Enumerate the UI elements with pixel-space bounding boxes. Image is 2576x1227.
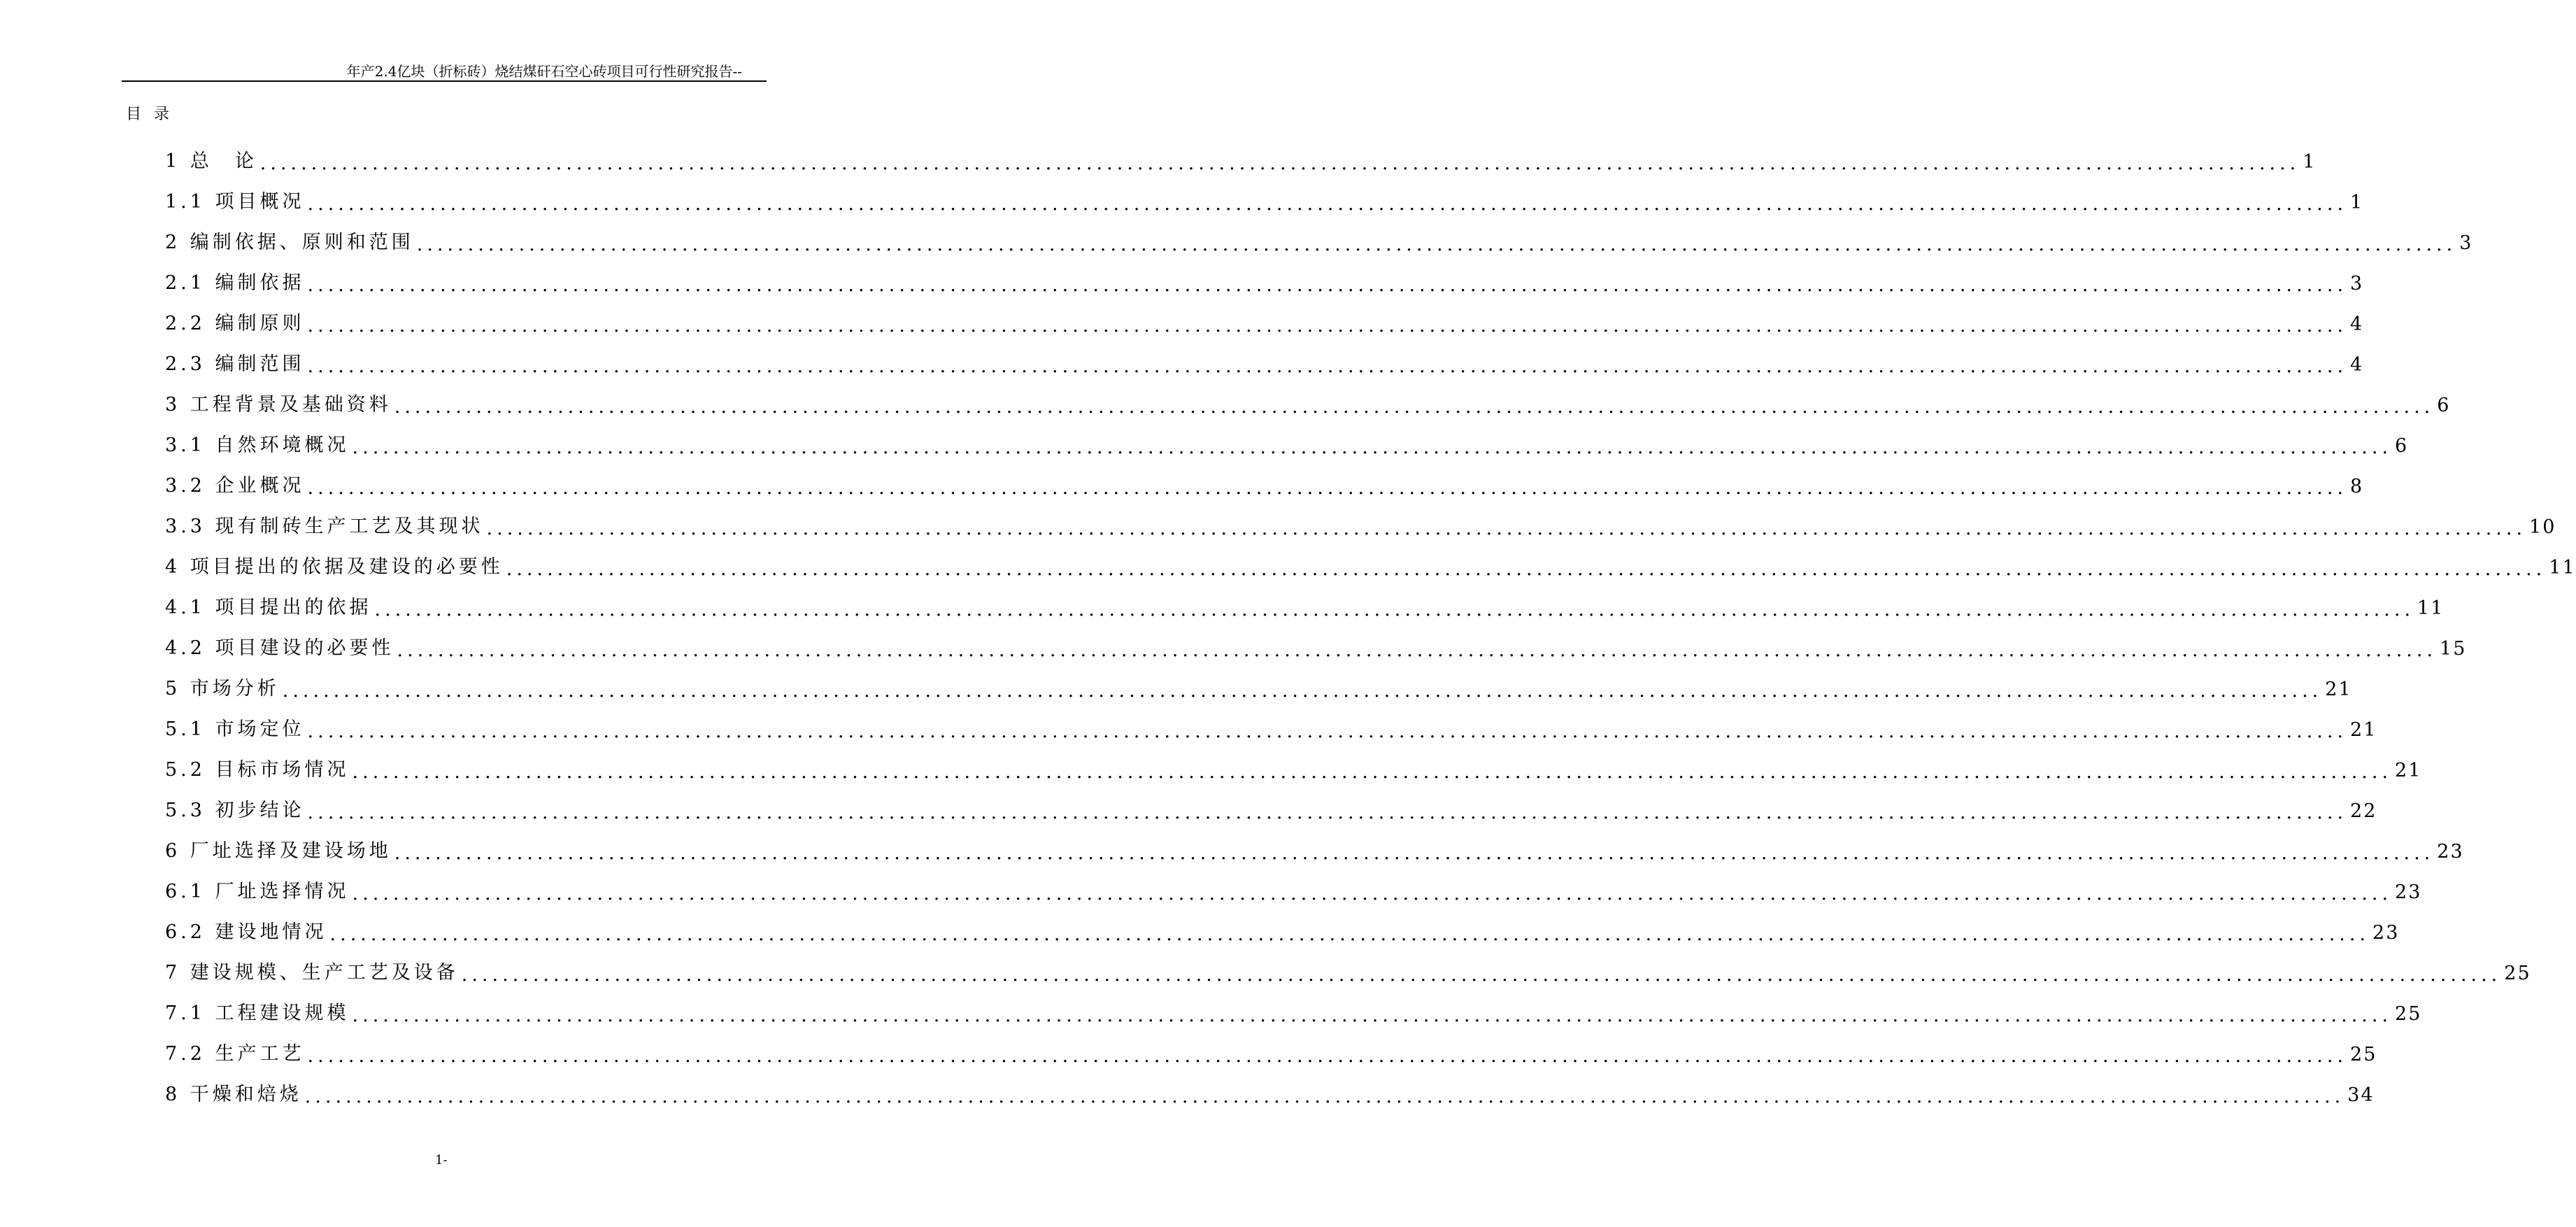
toc-entry[interactable] xyxy=(165,376,2451,418)
dot-leader: ........................................................................................................................................................................................................ xyxy=(307,477,2348,499)
toc-entry-title: 3.1 自然环境概况 xyxy=(165,434,350,456)
toc-entry-title: 7.2 生产工艺 xyxy=(165,1043,305,1065)
toc-entry-title: 5.3 初步结论 xyxy=(165,800,305,821)
toc-entry[interactable] xyxy=(165,822,2464,864)
toc-entry-page: 25 xyxy=(2395,1003,2422,1025)
toc-entry[interactable] xyxy=(165,903,2400,945)
toc-entry-title: 1 总 论 xyxy=(165,150,257,172)
toc-entry[interactable] xyxy=(165,1065,2375,1107)
toc-entry[interactable] xyxy=(165,1025,2377,1067)
toc-entry-page: 21 xyxy=(2395,760,2422,781)
toc-entry[interactable] xyxy=(165,619,2467,661)
dot-leader: ........................................................................................................................................................................................................ xyxy=(259,153,2300,174)
toc-entry[interactable] xyxy=(165,416,2409,458)
dot-leader: ........................................................................................................................................................................................................ xyxy=(352,883,2393,905)
dot-leader: ........................................................................................................................................................................................................ xyxy=(307,315,2348,336)
dot-leader: ........................................................................................................................................................................................................ xyxy=(352,437,2393,458)
toc-entry-page: 1 xyxy=(2303,151,2317,173)
toc-entry-page: 4 xyxy=(2350,354,2364,376)
toc-entry-page: 11 xyxy=(2417,597,2445,619)
toc-entry-page: 1 xyxy=(2350,192,2364,213)
toc-entry-page: 4 xyxy=(2350,313,2364,335)
toc-entry[interactable] xyxy=(165,335,2364,377)
toc-entry[interactable] xyxy=(165,295,2364,336)
dot-leader: ........................................................................................................................................................................................................ xyxy=(307,721,2348,742)
toc-entry[interactable] xyxy=(165,254,2364,296)
toc-entry-page: 22 xyxy=(2350,800,2377,822)
toc-entry-page: 8 xyxy=(2350,476,2364,497)
toc-entry[interactable] xyxy=(165,457,2364,499)
toc-entry-title: 4.2 项目建设的必要性 xyxy=(165,637,394,659)
toc-entry-title: 7 建设规模、生产工艺及设备 xyxy=(165,962,459,984)
toc-entry-page: 6 xyxy=(2395,435,2409,457)
toc-entry-title: 6.1 厂址选择情况 xyxy=(165,881,350,902)
toc-entry-title: 2.2 编制原则 xyxy=(165,313,305,334)
dot-leader: ........................................................................................................................................................................................................ xyxy=(307,355,2348,377)
dot-leader: ........................................................................................................................................................................................................ xyxy=(397,639,2438,661)
dot-leader: ........................................................................................................................................................................................................ xyxy=(374,599,2415,620)
header-rule xyxy=(122,80,767,82)
toc-entry-title: 5 市场分析 xyxy=(165,678,280,700)
dot-leader: ........................................................................................................................................................................................................ xyxy=(307,802,2348,823)
toc-entry-title: 2 编制依据、原则和范围 xyxy=(165,232,414,253)
dot-leader: ........................................................................................................................................................................................................ xyxy=(307,1045,2348,1067)
toc-entry-title: 3 工程背景及基础资料 xyxy=(165,394,392,416)
toc-entry-title: 8 干燥和焙烧 xyxy=(165,1084,302,1105)
toc-entry-title: 4 项目提出的依据及建设的必要性 xyxy=(165,556,504,578)
toc-entry[interactable] xyxy=(165,741,2422,783)
toc-entry[interactable] xyxy=(165,538,2576,580)
toc-entry-title: 7.1 工程建设规模 xyxy=(165,1002,350,1024)
dot-leader: ........................................................................................................................................................................................................ xyxy=(352,1005,2393,1026)
toc-entry[interactable] xyxy=(165,700,2377,742)
toc-entry-page: 21 xyxy=(2350,719,2377,741)
toc-entry[interactable] xyxy=(165,132,2317,174)
toc-entry-page: 23 xyxy=(2372,922,2400,944)
toc-entry-page: 11 xyxy=(2549,557,2576,579)
dot-leader: ........................................................................................................................................................................................................ xyxy=(486,518,2527,539)
toc-entry[interactable] xyxy=(165,497,2556,539)
toc-entry[interactable] xyxy=(165,944,2531,986)
toc-entry[interactable] xyxy=(165,579,2445,620)
dot-leader: ........................................................................................................................................................................................................ xyxy=(352,761,2393,783)
toc-entry-page: 3 xyxy=(2350,273,2364,295)
dot-leader: ........................................................................................................................................................................................................ xyxy=(307,274,2348,296)
toc-entry-page: 15 xyxy=(2440,638,2467,660)
toc-entry-title: 1.1 项目概况 xyxy=(165,191,305,213)
dot-leader: ........................................................................................................................................................................................................ xyxy=(282,680,2323,702)
toc-entry-title: 3.2 企业概况 xyxy=(165,475,305,497)
toc-entry[interactable] xyxy=(165,173,2364,215)
toc-entry[interactable] xyxy=(165,863,2422,905)
dot-leader: ........................................................................................................................................................................................................ xyxy=(329,923,2370,945)
toc-entry-page: 6 xyxy=(2437,395,2451,416)
dot-leader: ........................................................................................................................................................................................................ xyxy=(307,193,2348,215)
toc-entry-title: 3.3 现有制砖生产工艺及其现状 xyxy=(165,516,484,537)
toc-entry[interactable] xyxy=(165,984,2422,1026)
running-header: 年产2.4亿块（折标砖）烧结煤矸石空心砖项目可行性研究报告-- xyxy=(346,63,742,80)
dot-leader: ........................................................................................................................................................................................................ xyxy=(394,396,2435,418)
page-number: 1- xyxy=(435,1153,448,1168)
toc-entry-title: 4.1 项目提出的依据 xyxy=(165,597,372,618)
toc-entry-page: 10 xyxy=(2529,516,2556,538)
toc-entry-page: 3 xyxy=(2459,232,2473,254)
toc-entry-page: 34 xyxy=(2347,1084,2375,1106)
dot-leader: ........................................................................................................................................................................................................ xyxy=(461,964,2502,986)
toc-entry-title: 5.2 目标市场情况 xyxy=(165,759,350,781)
toc-entry-title: 6 厂址选择及建设场地 xyxy=(165,840,392,862)
dot-leader: ........................................................................................................................................................................................................ xyxy=(304,1086,2345,1107)
table-of-contents xyxy=(165,132,2576,1107)
dot-leader: ........................................................................................................................................................................................................ xyxy=(416,234,2457,255)
toc-entry-title: 5.1 市场定位 xyxy=(165,718,305,740)
toc-entry[interactable] xyxy=(165,660,2352,702)
toc-entry-page: 25 xyxy=(2504,963,2531,984)
dot-leader: ........................................................................................................................................................................................................ xyxy=(394,842,2435,864)
toc-entry-page: 25 xyxy=(2350,1044,2377,1065)
toc-entry-title: 2.3 编制范围 xyxy=(165,353,305,375)
toc-entry-page: 23 xyxy=(2437,841,2464,863)
toc-entry-title: 2.1 编制依据 xyxy=(165,272,305,294)
toc-entry[interactable] xyxy=(165,781,2377,823)
toc-entry-page: 23 xyxy=(2395,881,2422,903)
toc-entry-title: 6.2 建设地情况 xyxy=(165,921,327,943)
toc-entry-page: 21 xyxy=(2325,679,2352,700)
dot-leader: ........................................................................................................................................................................................................ xyxy=(506,558,2547,580)
toc-heading: 目录 xyxy=(126,106,183,123)
toc-entry[interactable] xyxy=(165,213,2473,255)
